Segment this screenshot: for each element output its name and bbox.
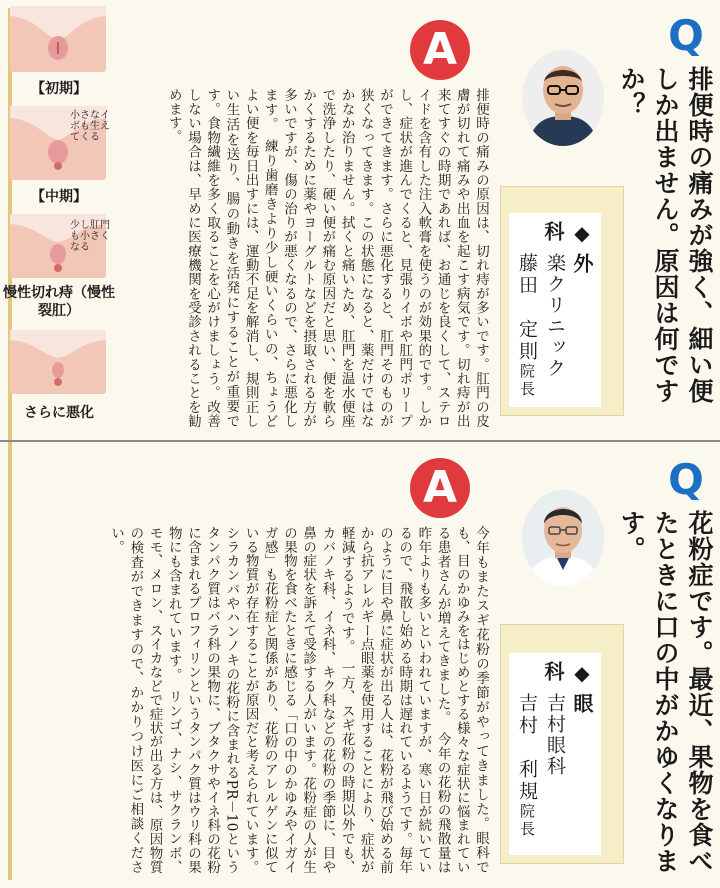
q2-responder-card bbox=[500, 624, 624, 864]
illustration-middle-label: 【中期】 bbox=[31, 189, 87, 205]
q1-clinic: 楽クリニック bbox=[544, 253, 566, 379]
q2-clinic: 吉村眼科 bbox=[544, 693, 566, 777]
q1-badge: Q bbox=[668, 11, 704, 60]
illustration-worse-label: さらに悪化 bbox=[24, 405, 94, 421]
q2-dept: ◆眼 科 bbox=[541, 661, 594, 721]
q2-answer-badge: A bbox=[410, 458, 470, 518]
doctor-portrait-icon bbox=[522, 490, 604, 586]
q2-doctor-title: 院長 bbox=[518, 803, 536, 839]
q1-answer-badge: A bbox=[410, 20, 470, 80]
q2-question: 花粉症です。最近、果物を食べたときに口の中がかゆくなります。 bbox=[617, 510, 714, 874]
q2-doctor bbox=[513, 693, 541, 851]
section-divider bbox=[0, 440, 720, 442]
anus-early-icon bbox=[10, 6, 106, 72]
q1-doctor-name: 藤田 定則 bbox=[516, 253, 538, 363]
anus-worse-icon bbox=[10, 330, 106, 394]
q1-responder-card bbox=[500, 186, 624, 416]
q2-badge: Q bbox=[668, 455, 704, 504]
q2-doctor-photo bbox=[522, 490, 604, 586]
q2-answer-text: 今年もまたスギ花粉の季節がやってきました。眼科でも、目のかゆみをはじめとする様々な症状に悩まれている患者さんが増えてきました。 今年の花粉の飛散量は昨年よりも多いといわれていますが、寒い日が続いているので、飛散し始める時期は遅れているようです。毎年のように目や鼻に症状が出る人は、花粉が飛び始める前から抗アレルギー点眼薬を使用することにより、症状が軽減するようです。 一方、スギ花粉の時期以外でも、カバノキ科、イネ科、キク科などの花粉の季節に、目や鼻の症状を訴えて受診する人がいます。花粉症の人が生の果物を食べたときに感じる「口の中のかゆみやイガイガ感」も花粉症と関係があり、花粉のアレルゲンに似ている物質が存在することが原因だと考えられています。シラカンバやハンノキの花粉に含まれるPR－10というタンパク質はバラ科の果物に、ブタクサやイネ科の花粉に含まれるプロフィリンというタンパク質はウリ科の果物にも含まれています。 リンゴ、ナシ、サクランボ、モモ、メロン、スイカなどで症状が出る方は、原因物質の検査ができますので、かかりつけ医にご相談ください。 bbox=[108, 526, 489, 874]
illustration-early-label: 【初期】 bbox=[31, 81, 87, 97]
illustration-worse bbox=[10, 330, 106, 394]
q1-question: 排便時の痛みが強く、細い便しか出ません。原因は何ですか？ bbox=[617, 66, 714, 404]
illustration-chronic-note: 少し肛門も小さくなる bbox=[70, 220, 110, 253]
q1-illustrations bbox=[0, 0, 120, 430]
q2-doctor-name: 吉村 利規 bbox=[516, 693, 538, 803]
q1-answer-text: 排便時の痛みの原因は、切れ痔が多いです。肛門の皮膚が切れて痛みや出血を起こす病気です。切れ痔が出来てすぐの時期であれば、お通じを良くして、ステロイドを含有した注入軟膏を使うのが効果的です。しかし、症状が進んでくると、見張りイボや肛門ポリープができてきます。さらに悪化すると、肛門そのものが狭くなってきます。この状態になると、薬だけではなかなか治りません。拭くと痛いため、肛門を温水便座で洗浄したり、硬い便が痛む原因だと思い、便を軟らかくするために薬やヨーグルトなどを摂取される方が多いですが、傷の治りが悪くなるので、さらに悪化します。 練り歯磨きより少し硬いくらいの、ちょうどよい便を毎日出すには、運動不足を解消し、規則正しい生活を送り、腸の動きを活発にすることが重要です。食物繊維を多く取ることを心がけましょう。改善しない場合は、早めに医療機関を受診されることを勧めます。 bbox=[165, 88, 489, 428]
q1-doctor bbox=[513, 253, 541, 403]
q1-doctor-title: 院長 bbox=[518, 363, 536, 399]
q1-doctor-photo bbox=[522, 50, 604, 146]
illustration-early bbox=[10, 6, 106, 72]
illustration-middle-note: 小さなイボも生えてくる bbox=[70, 110, 110, 143]
doctor-portrait-icon bbox=[522, 50, 604, 146]
q1-dept: ◆外 科 bbox=[541, 221, 594, 281]
illustration-chronic-label: 慢性切れ痔（慢性裂肛） bbox=[3, 285, 115, 319]
